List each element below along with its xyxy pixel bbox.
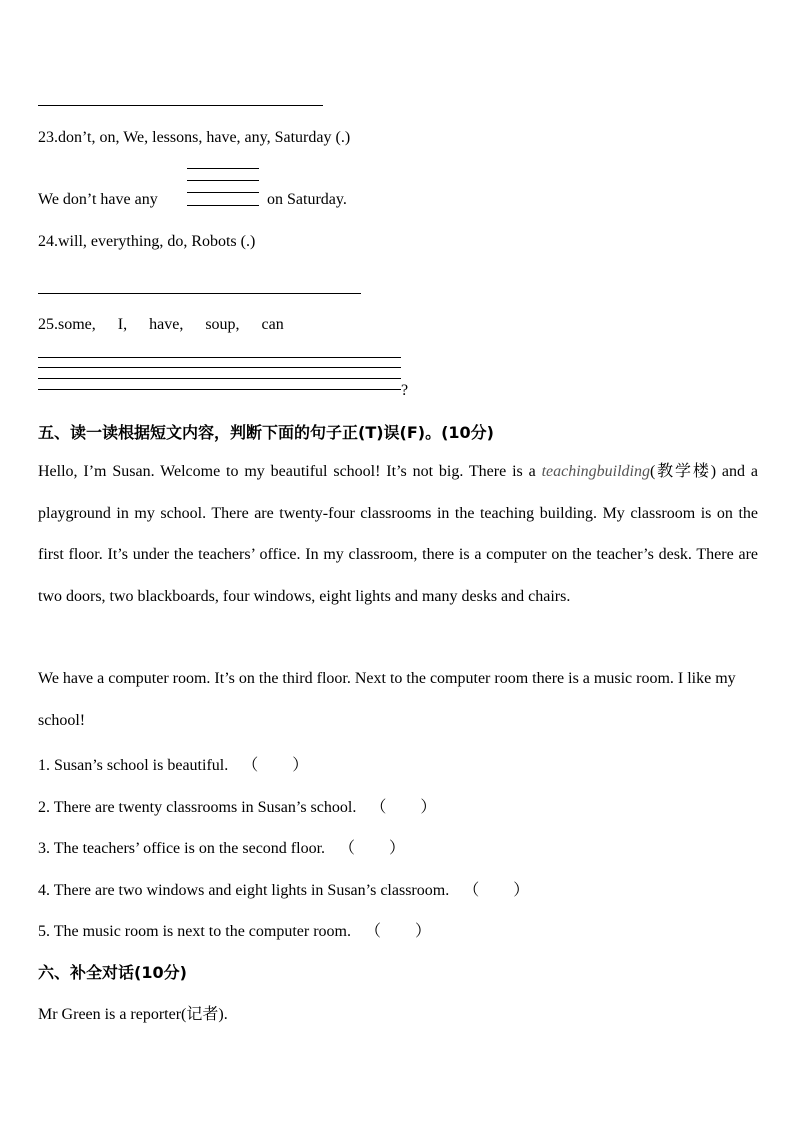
q23-blank-line-1 bbox=[187, 168, 259, 169]
q23-blank-line-2 bbox=[187, 180, 259, 181]
answer-paren-4[interactable]: （ ） bbox=[463, 882, 530, 899]
q25-word-1: 25.some, bbox=[38, 316, 96, 333]
statement-1-text: 1. Susan’s school is beautiful. bbox=[38, 757, 229, 774]
statement-3 bbox=[38, 835, 405, 858]
q23-blank-line-4 bbox=[187, 205, 259, 206]
reading-passage-paragraph-1 bbox=[38, 451, 758, 617]
section6-heading: 六、补全对话(10分) bbox=[38, 963, 187, 982]
answer-line-q22 bbox=[38, 105, 323, 106]
statement-2-text: 2. There are twenty classrooms in Susan’s school. bbox=[38, 799, 357, 816]
q25-question-mark: ? bbox=[401, 382, 409, 399]
statement-4-text: 4. There are two windows and eight lights in Susan’s classroom. bbox=[38, 882, 450, 899]
passage-text-1b: (教学楼) and a playground in my school. There are twenty-four classrooms in the teaching building. My classroom is on the first floor. It’s under the teachers’ office. In my classroom, there is a computer on the teacher’s desk. There are two doors, two blackboards, four windows, eight lights and many desks and chairs. bbox=[38, 463, 758, 605]
statement-2 bbox=[38, 794, 436, 817]
answer-paren-1[interactable]: （ ） bbox=[242, 757, 309, 774]
passage-italic-term: teachingbuilding bbox=[541, 463, 650, 480]
statement-1 bbox=[38, 752, 308, 775]
q25-word-5: can bbox=[261, 316, 284, 333]
q23-blank-line-3 bbox=[187, 192, 259, 193]
q25-word-4: soup, bbox=[205, 316, 240, 333]
statement-5 bbox=[38, 918, 431, 941]
answer-paren-2[interactable]: （ ） bbox=[370, 799, 437, 816]
answer-paren-3[interactable]: （ ） bbox=[339, 840, 406, 857]
q25-blank-line-3 bbox=[38, 378, 401, 379]
statement-3-text: 3. The teachers’ office is on the second floor. bbox=[38, 840, 326, 857]
q23-prompt: 23.don’t, on, We, lessons, have, any, Saturday (.) bbox=[38, 129, 351, 146]
q23-answer-before: We don’t have any bbox=[38, 191, 158, 208]
statement-4 bbox=[38, 877, 529, 900]
statement-5-text: 5. The music room is next to the computer room. bbox=[38, 923, 351, 940]
answer-paren-5[interactable]: （ ） bbox=[364, 923, 432, 940]
passage-text-1a: Hello, I’m Susan. Welcome to my beautiful school! It’s not big. There is a bbox=[38, 463, 542, 480]
passage-text-2: We have a computer room. It’s on the third floor. Next to the computer room there is a music room. I like my school! bbox=[38, 670, 736, 729]
q25-word-3: have, bbox=[149, 316, 184, 333]
q25-blank-line-1 bbox=[38, 357, 401, 358]
section5-heading: 五、读一读根据短文内容，判断下面的句子正(T)误(F)。(10分) bbox=[38, 423, 494, 442]
q24-answer-line bbox=[38, 293, 361, 294]
q24-prompt: 24.will, everything, do, Robots (.) bbox=[38, 233, 256, 250]
section6-intro: Mr Green is a reporter(记者). bbox=[38, 1006, 228, 1023]
q25-blank-line-4 bbox=[38, 389, 401, 390]
q25-word-2: I, bbox=[117, 316, 128, 333]
q25-prompt bbox=[38, 316, 284, 334]
q23-answer-after: on Saturday. bbox=[267, 191, 347, 208]
q25-blank-line-2 bbox=[38, 367, 401, 368]
reading-passage-paragraph-2 bbox=[38, 658, 758, 741]
